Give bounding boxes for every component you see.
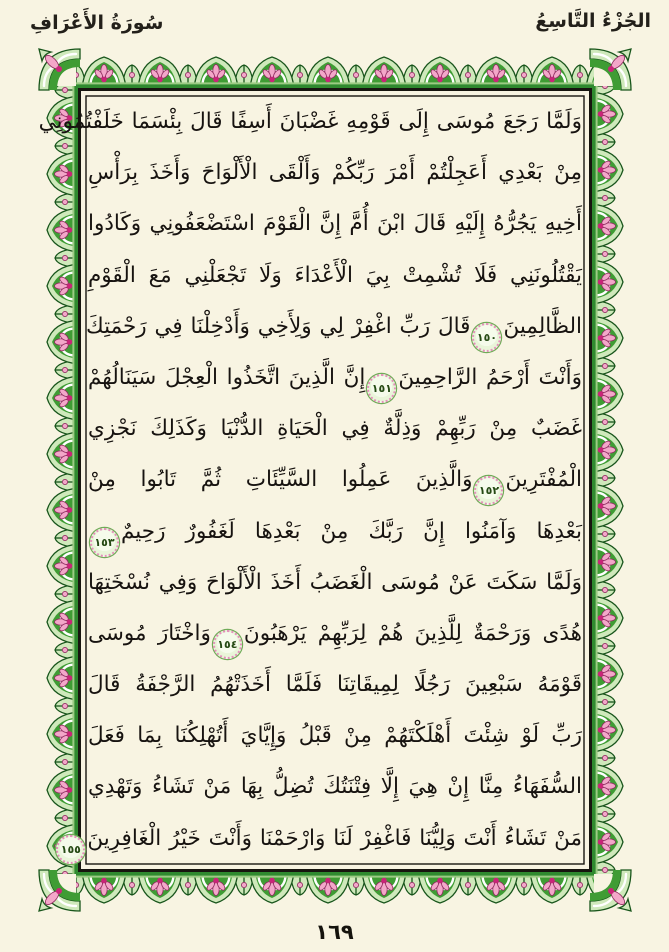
border-band-left [41,86,79,874]
quran-line [88,352,582,403]
border-corner-bottom-right [590,870,631,911]
quran-text-segment: يَقْتُلُونَنِي فَلَا تُشْمِتْ بِيَ الْأَعْدَاءَ وَلَا تَجْعَلْنِي مَعَ الْقَوْمِ [88,262,582,288]
quran-lines [38,96,582,864]
border-corner-top-right [590,49,631,90]
quran-line [38,96,582,147]
border-corner-bottom-left [39,870,80,911]
quran-line [88,761,582,812]
ayah-number: ١٥٠ [476,330,498,344]
quran-text-segment: أَخِيهِ يَجُرُّهُ إِلَيْهِ قَالَ ابْنَ أُمَّ إِنَّ الْقَوْمَ اسْتَضْعَفُونِي وَكَادُوا [88,211,582,237]
quran-line [88,608,582,659]
quran-line [88,659,582,710]
quran-line [88,710,582,761]
border-band-right [591,86,629,874]
ayah-end-rosette [213,630,242,659]
border-band-top [76,51,594,89]
quran-text-segment: مِنْ بَعْدِي أَعَجِلْتُمْ أَمْرَ رَبِّكُمْ وَأَلْقَى الْأَلْوَاحَ وَأَخَذَ بِرَأْسِ [88,160,582,186]
juz-label: الجُزْءُ التَّاسِعُ [535,10,651,32]
ayah-number: ١٥٢ [478,484,500,498]
quran-text-segment: الْمُفْتَرِينَ [505,467,582,493]
ayah-end-rosette [90,528,119,557]
quran-line [60,813,582,864]
surah-label: سُورَةُ الأَعْرَافِ [30,12,164,34]
quran-text-segment: وَأَنْتَ أَرْحَمُ الرَّاحِمِينَ [398,364,582,390]
quran-text-area [38,96,582,864]
quran-text-segment: السُّفَهَاءُ مِنَّا إِنْ هِيَ إِلَّا فِتْنَتُكَ تُضِلُّ بِهَا مَنْ تَشَاءُ وَتَهْدِي [88,774,582,800]
quran-line [88,454,582,505]
quran-text-segment: إِنَّ الَّذِينَ اتَّخَذُوا الْعِجْلَ سَيَنَالُهُمْ [88,364,366,390]
quran-text-segment: وَلَمَّا رَجَعَ مُوسَى إِلَى قَوْمِهِ غَضْبَانَ أَسِفًا قَالَ بِئْسَمَا خَلَفْتُمُونِي [38,109,582,134]
quran-text-segment: قَوْمَهُ سَبْعِينَ رَجُلًا لِمِيقَاتِنَا فَلَمَّا أَخَذَتْهُمُ الرَّجْفَةُ قَالَ [88,672,582,698]
quran-line [88,403,582,454]
quran-text-segment: غَضَبٌ مِنْ رَبِّهِمْ وَذِلَّةٌ فِي الْحَيَاةِ الدُّنْيَا وَكَذَلِكَ نَجْزِي [88,416,582,442]
quran-line [85,301,582,352]
border-band-bottom [76,871,594,909]
quran-text-segment: وَاخْتَارَ مُوسَى [88,620,211,646]
quran-text-segment: بَعْدِهَا وَآمَنُوا إِنَّ رَبَّكَ مِنْ بَعْدِهَا لَغَفُورٌ رَحِيمٌ [121,518,582,544]
quran-text-segment: قَالَ رَبِّ اغْفِرْ لِي وَلِأَخِي وَأَدْخِلْنَا فِي رَحْمَتِكَ [85,313,471,339]
quran-line [88,506,582,557]
ayah-number: ١٥٥ [60,842,81,856]
quran-text-segment: رَبِّ لَوْ شِئْتَ أَهْلَكْتَهُمْ مِنْ قَبْلُ وَإِيَّايَ أَتُهْلِكُنَا بِمَا فَعَلَ [88,723,582,749]
ayah-number: ١٥١ [371,381,392,395]
quran-text-segment: هُدًى وَرَحْمَةٌ لِلَّذِينَ هُمْ لِرَبِّهِمْ يَرْهَبُونَ [243,620,582,646]
ayah-end-rosette [474,476,503,505]
quran-text-segment: مَنْ تَشَاءُ أَنْتَ وَلِيُّنَا فَاغْفِرْ لَنَا وَارْحَمْنَا وَأَنْتَ خَيْرُ الْغَافِرِينَ [87,825,582,851]
ayah-end-rosette [367,374,396,403]
quran-text-segment: وَلَمَّا سَكَتَ عَنْ مُوسَى الْغَضَبُ أَخَذَ الْأَلْوَاحَ وَفِي نُسْخَتِهَا [88,569,582,595]
page-number: ١٦٩ [315,920,354,944]
ayah-number: ١٥٤ [217,637,238,651]
quran-line [88,147,582,198]
quran-text-segment: وَالَّذِينَ عَمِلُوا السَّيِّئَاتِ ثُمَّ تَابُوا مِنْ [88,467,473,493]
quran-text-segment: الظَّالِمِينَ [503,313,582,339]
quran-line [88,198,582,249]
quran-line [88,557,582,608]
ayah-end-rosette [472,323,501,352]
ayah-number: ١٥٣ [94,535,115,549]
ayah-end-rosette [56,835,85,864]
quran-line [88,250,582,301]
border-corner-top-left [39,49,80,90]
